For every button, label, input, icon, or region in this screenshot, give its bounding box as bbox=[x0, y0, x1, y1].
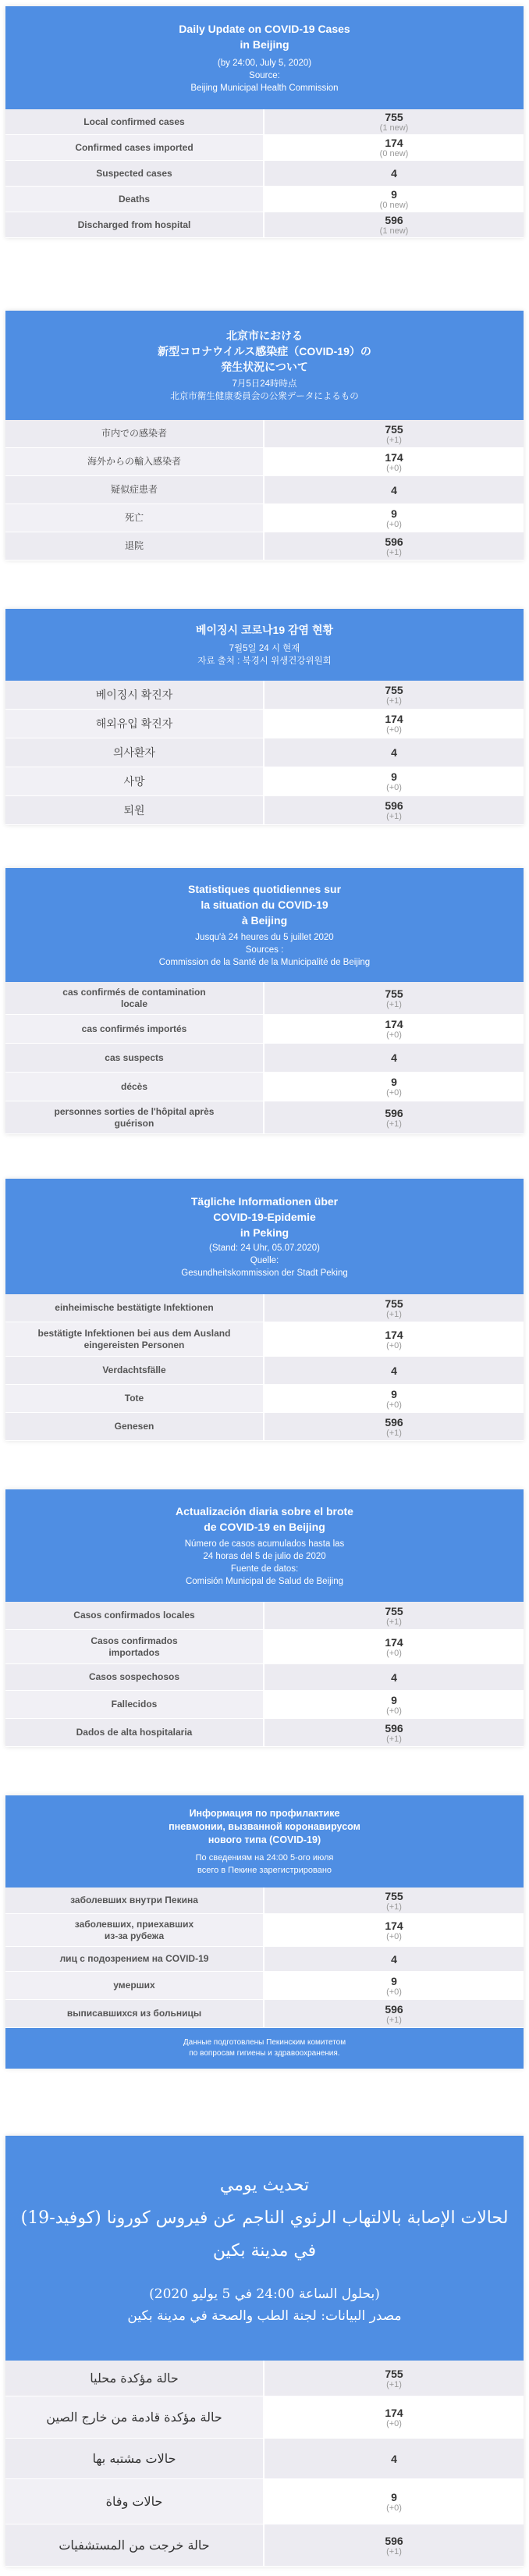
header-sub-line: 24 horas del 5 de julio de 2020 bbox=[203, 1552, 326, 1561]
row-label: حالات مشتبه بها bbox=[5, 2439, 264, 2478]
table-row bbox=[5, 1073, 524, 1101]
value-number: 174 bbox=[385, 1328, 403, 1341]
value-number: 755 bbox=[385, 1297, 403, 1310]
stats-table bbox=[5, 109, 524, 238]
table-row bbox=[5, 1044, 524, 1073]
row-label: Casos sospechosos bbox=[5, 1664, 264, 1690]
value-number: 596 bbox=[385, 1721, 403, 1735]
value-change: (+1) bbox=[386, 2546, 402, 2556]
value-number: 4 bbox=[391, 1952, 397, 1966]
row-value bbox=[264, 187, 524, 212]
value-change: (+0) bbox=[386, 463, 402, 473]
table-row bbox=[5, 109, 524, 135]
card-header bbox=[5, 1179, 524, 1294]
table-row bbox=[5, 796, 524, 825]
row-label: Local confirmed cases bbox=[5, 109, 264, 134]
value-number: 9 bbox=[391, 188, 397, 201]
row-label: 死亡 bbox=[5, 504, 264, 532]
value-change: (0 new) bbox=[379, 149, 409, 158]
row-label: cas confirmés importés bbox=[5, 1015, 264, 1043]
value-number: 4 bbox=[391, 1364, 397, 1377]
row-value bbox=[264, 1914, 524, 1946]
table-row bbox=[5, 135, 524, 161]
table-row bbox=[5, 161, 524, 187]
header-title-line: de COVID-19 en Beijing bbox=[204, 1521, 325, 1533]
row-value bbox=[264, 135, 524, 160]
row-label: Genesen bbox=[5, 1413, 264, 1440]
value-change: (+1) bbox=[386, 812, 402, 821]
table-row bbox=[5, 2439, 524, 2479]
value-change: (+0) bbox=[386, 1987, 402, 1997]
header-sub-line: Comisión Municipal de Salud de Beijing bbox=[185, 1577, 343, 1586]
table-row bbox=[5, 1413, 524, 1441]
value-number: 596 bbox=[385, 799, 403, 812]
row-label: cas suspects bbox=[5, 1044, 264, 1072]
header-title-line: Actualización diaria sobre el brote bbox=[176, 1505, 353, 1517]
value-number: 596 bbox=[385, 214, 403, 226]
row-label: décès bbox=[5, 1073, 264, 1101]
row-label: Discharged from hospital bbox=[5, 212, 264, 237]
table-row bbox=[5, 1719, 524, 1747]
row-label: заболевших внутри Пекина bbox=[5, 1888, 264, 1913]
row-label: 의사환자 bbox=[5, 738, 264, 767]
card-header bbox=[5, 609, 524, 681]
table-row bbox=[5, 448, 524, 476]
row-label: Dados de alta hospitalaria bbox=[5, 1719, 264, 1746]
card-ja bbox=[5, 311, 524, 560]
value-number: 4 bbox=[391, 1670, 397, 1684]
value-change: (+1) bbox=[386, 2015, 402, 2025]
header-sub-line: всего в Пекине зарегистрировано bbox=[197, 1865, 332, 1875]
row-value bbox=[264, 1888, 524, 1913]
value-change: (+0) bbox=[386, 1706, 402, 1716]
row-label: personnes sorties de l'hôpital après guérison bbox=[5, 1101, 264, 1133]
row-label: حالات وفاة bbox=[5, 2479, 264, 2524]
row-value bbox=[264, 1630, 524, 1663]
row-value bbox=[264, 476, 524, 503]
row-value bbox=[264, 1664, 524, 1690]
table-row bbox=[5, 1101, 524, 1134]
header-sub-line: Commission de la Santé de la Municipalité de Beijing bbox=[158, 958, 371, 967]
header-sub-line: По сведениям на 24:00 5-ого июля bbox=[195, 1852, 334, 1863]
row-value bbox=[264, 1691, 524, 1718]
row-value bbox=[264, 212, 524, 237]
value-number: 174 bbox=[385, 2406, 403, 2419]
value-number: 174 bbox=[385, 713, 403, 725]
table-row bbox=[5, 1914, 524, 1947]
row-value bbox=[264, 1294, 524, 1322]
value-number: 9 bbox=[391, 1974, 397, 1987]
card-de bbox=[5, 1179, 524, 1441]
stats-table bbox=[5, 982, 524, 1134]
header-sub-line: 北京市衛生健康委員会の公衆データによるもの bbox=[170, 392, 359, 401]
header-title-line: 베이징시 코로나19 감염 현황 bbox=[195, 624, 333, 636]
row-value bbox=[264, 710, 524, 738]
header-sub-line: Fuente de datos: bbox=[230, 1564, 299, 1574]
header-title-line: in Beijing bbox=[240, 38, 289, 51]
header-title-line: 発生状況について bbox=[221, 361, 308, 373]
table-row bbox=[5, 767, 524, 796]
header-title-line: Tägliche Informationen über bbox=[190, 1195, 339, 1208]
value-change: (+0) bbox=[386, 1648, 402, 1658]
header-sub-line: (by 24:00, July 5, 2020) bbox=[217, 59, 312, 68]
footer-line: Данные подготовлены Пекинским комитетом bbox=[183, 2038, 346, 2047]
value-change: (+0) bbox=[386, 2418, 402, 2428]
row-label: Deaths bbox=[5, 187, 264, 212]
table-row bbox=[5, 1015, 524, 1044]
row-label: Fallecidos bbox=[5, 1691, 264, 1718]
card-header bbox=[5, 1795, 524, 1888]
row-value bbox=[264, 1413, 524, 1440]
table-row bbox=[5, 982, 524, 1015]
row-label: 市内での感染者 bbox=[5, 420, 264, 447]
stats-table bbox=[5, 2361, 524, 2567]
header-title-line: Информация по профилактике bbox=[189, 1807, 340, 1819]
value-number: 9 bbox=[391, 1387, 397, 1400]
value-change: (+1) bbox=[386, 547, 402, 557]
row-value bbox=[264, 796, 524, 824]
table-row bbox=[5, 504, 524, 532]
value-change: (1 new) bbox=[379, 226, 409, 236]
row-label: 海外からの輸入感染者 bbox=[5, 448, 264, 475]
header-sub-line: Sources : bbox=[245, 945, 284, 955]
row-label: حالة مؤكدة محليا bbox=[5, 2361, 264, 2396]
table-row bbox=[5, 2361, 524, 2396]
value-change: (+1) bbox=[386, 696, 402, 706]
value-change: (+0) bbox=[386, 725, 402, 735]
value-number: 755 bbox=[385, 422, 403, 436]
header-title-line: COVID-19-Epidemie bbox=[213, 1211, 316, 1223]
value-number: 9 bbox=[391, 770, 397, 783]
row-label: Verdachtsfälle bbox=[5, 1357, 264, 1384]
value-number: 596 bbox=[385, 1415, 403, 1429]
value-number: 755 bbox=[385, 1604, 403, 1617]
value-number: 174 bbox=[385, 450, 403, 464]
value-number: 174 bbox=[385, 1919, 403, 1932]
header-title-line: нового типа (COVID-19) bbox=[208, 1834, 321, 1845]
row-label: лиц с подозрением на COVID-19 bbox=[5, 1947, 264, 1971]
value-number: 174 bbox=[385, 137, 403, 149]
value-change: (+0) bbox=[386, 2503, 402, 2513]
header-title-line: in Peking bbox=[240, 1226, 289, 1239]
row-label: 사망 bbox=[5, 767, 264, 795]
value-change: (+0) bbox=[386, 783, 402, 792]
value-change: (+1) bbox=[386, 435, 402, 445]
row-label: bestätigte Infektionen bei aus dem Ausland eingereisten Personen bbox=[5, 1322, 264, 1356]
header-title-line: 新型コロナウイルス感染症（COVID-19）の bbox=[158, 345, 371, 358]
row-value bbox=[264, 2524, 524, 2566]
table-row bbox=[5, 710, 524, 738]
card-es bbox=[5, 1489, 524, 1747]
value-change: (+1) bbox=[386, 1734, 402, 1744]
table-row bbox=[5, 532, 524, 560]
card-fr bbox=[5, 868, 524, 1134]
row-value bbox=[264, 448, 524, 475]
row-value bbox=[264, 1073, 524, 1101]
row-label: 베이징시 확진자 bbox=[5, 681, 264, 709]
header-sub-line: Jusqu'à 24 heures du 5 juillet 2020 bbox=[195, 933, 334, 942]
header-sub-line: (بحلول الساعة 24:00 في 5 يوليو 2020) bbox=[149, 2286, 380, 2302]
card-header bbox=[5, 311, 524, 420]
value-change: (+1) bbox=[386, 1119, 402, 1129]
header-title-line: تحديث يومي bbox=[219, 2176, 310, 2195]
header-title-line: Statistiques quotidiennes sur bbox=[187, 883, 342, 895]
card-header bbox=[5, 6, 524, 109]
value-change: (+1) bbox=[386, 1428, 402, 1438]
row-value bbox=[264, 1015, 524, 1043]
header-title-line: пневмонии, вызванной коронавирусом bbox=[169, 1820, 360, 1832]
row-label: выписавшихся из больницы bbox=[5, 2000, 264, 2027]
value-change: (0 new) bbox=[379, 201, 409, 210]
header-sub-line: Gesundheitskommission der Stadt Peking bbox=[181, 1268, 348, 1278]
row-value bbox=[264, 532, 524, 560]
value-number: 755 bbox=[385, 1889, 403, 1902]
header-sub-line: مصدر البيانات: لجنة الطب والصحة في مدينة بكين bbox=[127, 2308, 402, 2324]
header-sub-line: Quelle: bbox=[250, 1256, 279, 1265]
row-value bbox=[264, 681, 524, 709]
row-value bbox=[264, 2361, 524, 2396]
value-number: 596 bbox=[385, 535, 403, 548]
card-header bbox=[5, 1489, 524, 1602]
row-value bbox=[264, 1602, 524, 1629]
table-row bbox=[5, 1947, 524, 1972]
value-number: 4 bbox=[391, 167, 397, 180]
row-label: Casos confirmados locales bbox=[5, 1602, 264, 1629]
value-number: 4 bbox=[391, 746, 397, 759]
value-change: (+1) bbox=[386, 1309, 402, 1319]
card-header bbox=[5, 868, 524, 982]
header-title-line: 北京市における bbox=[226, 329, 303, 342]
value-number: 596 bbox=[385, 1106, 403, 1119]
table-row bbox=[5, 2524, 524, 2567]
card-ru bbox=[5, 1795, 524, 2069]
stats-table bbox=[5, 681, 524, 825]
table-row bbox=[5, 420, 524, 448]
row-label: Tote bbox=[5, 1385, 264, 1412]
table-row bbox=[5, 1630, 524, 1664]
row-label: 退院 bbox=[5, 532, 264, 560]
stats-table bbox=[5, 1888, 524, 2028]
value-number: 755 bbox=[385, 111, 403, 123]
value-number: 9 bbox=[391, 507, 397, 520]
row-value bbox=[264, 1101, 524, 1133]
row-label: حالة خرجت من المستشفيات bbox=[5, 2524, 264, 2566]
row-value bbox=[264, 1947, 524, 1971]
row-label: 퇴원 bbox=[5, 796, 264, 824]
table-row bbox=[5, 1888, 524, 1914]
header-title-line: Daily Update on COVID-19 Cases bbox=[179, 23, 350, 35]
row-value bbox=[264, 161, 524, 186]
table-row bbox=[5, 212, 524, 238]
row-label: 해외유입 확진자 bbox=[5, 710, 264, 738]
value-change: (+1) bbox=[386, 1617, 402, 1627]
table-row bbox=[5, 681, 524, 710]
header-title-line: لحالات الإصابة بالالتهاب الرئوي الناجم عن فيروس كورونا (كوفيد-19) bbox=[20, 2208, 509, 2228]
card-ar bbox=[5, 2136, 524, 2567]
table-row bbox=[5, 1294, 524, 1322]
row-label: Casos confirmados importados bbox=[5, 1630, 264, 1663]
value-change: (+0) bbox=[386, 1931, 402, 1941]
card-header bbox=[5, 2136, 524, 2361]
header-sub-line: 7월5일 24 시 현재 bbox=[229, 644, 300, 653]
table-row bbox=[5, 187, 524, 212]
row-value bbox=[264, 2000, 524, 2027]
header-title-line: في مدينة بكين bbox=[212, 2241, 317, 2261]
table-row bbox=[5, 1602, 524, 1630]
row-label: заболевших, приехавших из-за рубежа bbox=[5, 1914, 264, 1946]
row-value bbox=[264, 109, 524, 134]
row-value bbox=[264, 1322, 524, 1356]
row-label: حالة مؤكدة قادمة من خارج الصين bbox=[5, 2396, 264, 2438]
header-sub-line: Beijing Municipal Health Commission bbox=[190, 84, 339, 93]
table-row bbox=[5, 1972, 524, 2000]
header-title-line: à Beijing bbox=[241, 914, 288, 927]
table-row bbox=[5, 1322, 524, 1357]
value-number: 4 bbox=[391, 2452, 397, 2465]
table-row bbox=[5, 2000, 524, 2028]
footer-line: по вопросам гигиены и здравоохранения. bbox=[189, 2049, 340, 2058]
value-number: 755 bbox=[385, 2367, 403, 2380]
row-label: Confirmed cases imported bbox=[5, 135, 264, 160]
header-sub-line: Número de casos acumulados hasta las bbox=[184, 1539, 345, 1549]
table-row bbox=[5, 1691, 524, 1719]
row-label: cas confirmés de contamination locale bbox=[5, 982, 264, 1014]
value-number: 4 bbox=[391, 483, 397, 496]
row-value bbox=[264, 738, 524, 767]
value-change: (1 new) bbox=[379, 123, 409, 133]
row-value bbox=[264, 1385, 524, 1412]
value-number: 755 bbox=[385, 987, 403, 1000]
value-number: 9 bbox=[391, 2490, 397, 2503]
value-change: (+0) bbox=[386, 519, 402, 529]
value-number: 596 bbox=[385, 2534, 403, 2547]
stats-table bbox=[5, 1602, 524, 1747]
table-row bbox=[5, 738, 524, 767]
value-number: 755 bbox=[385, 684, 403, 696]
value-change: (+1) bbox=[386, 2379, 402, 2389]
row-value bbox=[264, 2479, 524, 2524]
value-change: (+0) bbox=[386, 1088, 402, 1098]
table-row bbox=[5, 2396, 524, 2439]
header-sub-line: 7月5日24時時点 bbox=[232, 379, 297, 389]
row-value bbox=[264, 1357, 524, 1384]
value-number: 9 bbox=[391, 1076, 397, 1088]
value-change: (+0) bbox=[386, 1400, 402, 1410]
row-label: Suspected cases bbox=[5, 161, 264, 186]
card-ko bbox=[5, 609, 524, 825]
table-row bbox=[5, 1385, 524, 1413]
stats-table bbox=[5, 1294, 524, 1441]
header-title-line: la situation du COVID-19 bbox=[201, 898, 328, 911]
row-value bbox=[264, 2396, 524, 2438]
value-number: 9 bbox=[391, 1693, 397, 1706]
stats-table bbox=[5, 420, 524, 560]
card-footer bbox=[5, 2028, 524, 2069]
value-number: 4 bbox=[391, 1051, 397, 1064]
table-row bbox=[5, 476, 524, 504]
value-number: 596 bbox=[385, 2002, 403, 2016]
table-row bbox=[5, 1357, 524, 1385]
table-row bbox=[5, 1664, 524, 1691]
row-value bbox=[264, 2439, 524, 2478]
value-number: 174 bbox=[385, 1635, 403, 1649]
header-sub-line: Source: bbox=[249, 71, 280, 80]
row-value bbox=[264, 1972, 524, 1999]
row-value bbox=[264, 1044, 524, 1072]
value-change: (+1) bbox=[386, 999, 402, 1009]
value-number: 174 bbox=[385, 1018, 403, 1030]
row-label: 疑似症患者 bbox=[5, 476, 264, 503]
header-sub-line: (Stand: 24 Uhr, 05.07.2020) bbox=[209, 1244, 320, 1253]
row-value bbox=[264, 982, 524, 1014]
row-value bbox=[264, 420, 524, 447]
table-row bbox=[5, 2479, 524, 2524]
row-label: умерших bbox=[5, 1972, 264, 1999]
card-en bbox=[5, 6, 524, 238]
row-value bbox=[264, 504, 524, 532]
value-change: (+0) bbox=[386, 1340, 402, 1350]
value-change: (+0) bbox=[386, 1030, 402, 1040]
row-value bbox=[264, 1719, 524, 1746]
row-value bbox=[264, 767, 524, 795]
header-sub-line: 자료 출처 : 북경시 위생건강위원회 bbox=[197, 656, 332, 666]
row-label: einheimische bestätigte Infektionen bbox=[5, 1294, 264, 1322]
value-change: (+1) bbox=[386, 1902, 402, 1912]
